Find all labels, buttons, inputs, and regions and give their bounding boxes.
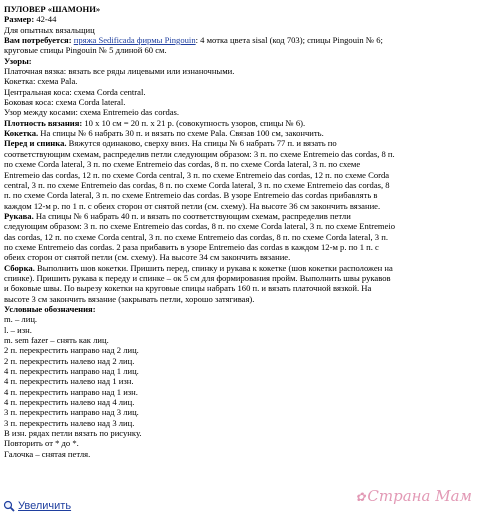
- body-line: [4, 138, 474, 148]
- legend-item: 3 п. перекрестить направо над 3 лиц.: [4, 407, 139, 418]
- body-text-line: Entremeio das cordas, 12 п. по схеме Corda central, 3 п. по схеме Entremeio das cordas, 12 п. по схеме Corda: [4, 169, 390, 180]
- body-text-line: каждом 12-м р. по 1 п. с обеих сторон от снятой петли (см. схему). На высоте 36 см закончить вязание.: [4, 200, 381, 211]
- watermark-text: Страна Мам: [367, 486, 472, 505]
- pattern-line: Центральная коса: схема Corda central.: [4, 86, 146, 97]
- body-text-line: п. по схеме Corda lateral, 3 п. по схеме Entremeio das cordas. В узоре Entremeio das cordas прибавлять в: [4, 190, 378, 201]
- sleeves-line: [4, 211, 474, 221]
- legend-item: l. – изн.: [4, 324, 32, 335]
- pattern-line: Боковая коса: схема Corda lateral.: [4, 97, 126, 108]
- patterns-heading: Узоры:: [4, 55, 32, 66]
- legend-item: m. sem fazer – снять как лиц.: [4, 335, 109, 345]
- magnifier-icon: [3, 500, 15, 512]
- pattern-list: [4, 66, 474, 118]
- body-paragraph: [4, 149, 474, 211]
- yoke-label: Кокетка.: [4, 128, 39, 139]
- image-footer: [0, 498, 478, 514]
- legend-item: 4 п. перекрестить направо над 1 изн.: [4, 386, 138, 397]
- document-body: [4, 4, 474, 459]
- assembly-text-line: спинке). Пришить рукава к переду и спинке – ок 5 см для формирования пройм. Выполнить швы рукавов: [4, 272, 391, 283]
- assembly-text-line: и боковые швы. По вырезу кокетки на круговые спицы набрать 160 п. и вязать платочной вязкой. На: [4, 283, 372, 294]
- density-line: [4, 118, 474, 128]
- materials-line-2: круговые спицы Pingouin № 5 длиной 60 см.: [4, 45, 167, 56]
- sleeves-text-line: по схеме Entremeio das cordas. 2 раза прибавить в узоре Entremeio das cordas в каждом 12-м р. по 1 п. с: [4, 241, 379, 252]
- sleeves-text: На спицы № 6 набрать 40 п. и вязать по соответствующим схемам, распределив петли: [33, 210, 351, 221]
- body-label: Перед и спинка.: [4, 138, 67, 149]
- sleeves-paragraph: [4, 221, 474, 262]
- legend-item: 4 п. перекрестить направо над 1 лиц.: [4, 366, 139, 377]
- legend-item: В изн. рядах петли вязать по рисунку.: [4, 428, 142, 439]
- body-text-line: соответствующим схемам, распределив петли следующим образом: 3 п. по схеме Entremeio das cordas, 8 п.: [4, 148, 395, 159]
- legend-item: 4 п. перекрестить налево над 1 изн.: [4, 376, 134, 387]
- legend-list: [4, 314, 474, 459]
- assembly-text: Выполнить шов кокетки. Пришить перед, спинку и рукава к кокетке (шов кокетки расположен на: [34, 262, 393, 273]
- materials-rest: : 4 мотка цвета sisal (код 703); спицы Pingouin № 6;: [195, 35, 383, 46]
- body-text-line: по схеме Corda lateral, 3 п. по схеме Entremeio das cordas, 8 п. по схеме Corda lateral, 3 п. по схеме: [4, 159, 361, 170]
- legend-item: 4 п. перекрестить налево над 4 лиц.: [4, 397, 135, 408]
- legend-item: 3 п. перекрестить налево над 3 лиц.: [4, 417, 135, 428]
- zoom-label[interactable]: Увеличить: [18, 499, 72, 512]
- body-text-line: central, 3 п. по схеме Entremeio das cordas, 8 п. по схеме Corda lateral, 3 п. по схеме Entremeio das cordas, 8: [4, 179, 390, 190]
- legend-item: m. – лиц.: [4, 314, 38, 325]
- sleeves-text-line: das cordas, 12 п. по схеме Corda central, 3 п. по схеме Entremeio das cordas, 8 п. по схеме Corda lateral, 3 п.: [4, 231, 388, 242]
- density-value: 10 х 10 см = 20 п. х 21 р. (совокупность узоров, спицы № 6).: [82, 117, 306, 128]
- yarn-link[interactable]: пряжа Sedificada фирмы Pingouin: [73, 35, 196, 46]
- sleeves-text-line: обеих сторон от снятой петли (см. схему). На высоте 34 см закончить вязание.: [4, 252, 291, 263]
- assembly-paragraph: [4, 273, 474, 304]
- zoom-link[interactable]: [3, 499, 71, 513]
- size-line: [4, 14, 474, 24]
- document-title: ПУЛОВЕР «ШАМОНИ»: [4, 4, 101, 14]
- size-value: 42-44: [34, 14, 57, 25]
- pattern-line: Платочная вязка: вязать все ряды лицевыми или изнаночными.: [4, 66, 235, 77]
- sleeves-text-line: следующим образом: 3 п. по схеме Entremeio das cordas, 8 п. по схеме Corda lateral, 3 п. по схеме Entremeio: [4, 221, 396, 232]
- materials-line: [4, 35, 474, 45]
- legend-item: 2 п. перекрестить налево над 2 лиц.: [4, 355, 135, 366]
- assembly-text-line: высоте 3 см закончить вязание (закрывать петли, хорошо затягивая).: [4, 293, 255, 304]
- yoke-line: [4, 128, 474, 138]
- sleeves-label: Рукава.: [4, 210, 34, 221]
- body-text: Вяжутся одинаково, сверху вниз. На спицы № 6 набрать 77 п. и вязать по: [66, 138, 337, 149]
- legend-item: Галочка – снятая петля.: [4, 448, 91, 459]
- pattern-line: Кокетка: схема Pala.: [4, 76, 78, 87]
- assembly-line: [4, 263, 474, 273]
- materials-label: Вам потребуется:: [4, 35, 72, 46]
- yoke-text: На спицы № 6 набрать 30 п. и вязать по схеме Pala. Связав 100 см, закончить.: [38, 128, 324, 139]
- flower-icon: ✿: [355, 489, 366, 504]
- legend-item: Повторить от * до *.: [4, 438, 79, 449]
- audience-line: Для опытных вязальщиц: [4, 24, 95, 35]
- density-label: Плотность вязания:: [4, 117, 83, 128]
- pattern-line: Узор между косами: схема Entremeio das cordas.: [4, 107, 180, 118]
- assembly-label: Сборка.: [4, 262, 35, 273]
- legend-heading: Условные обозначения:: [4, 303, 96, 314]
- legend-item: 2 п. перекрестить направо над 2 лиц.: [4, 345, 139, 356]
- size-label: Размер:: [4, 14, 35, 25]
